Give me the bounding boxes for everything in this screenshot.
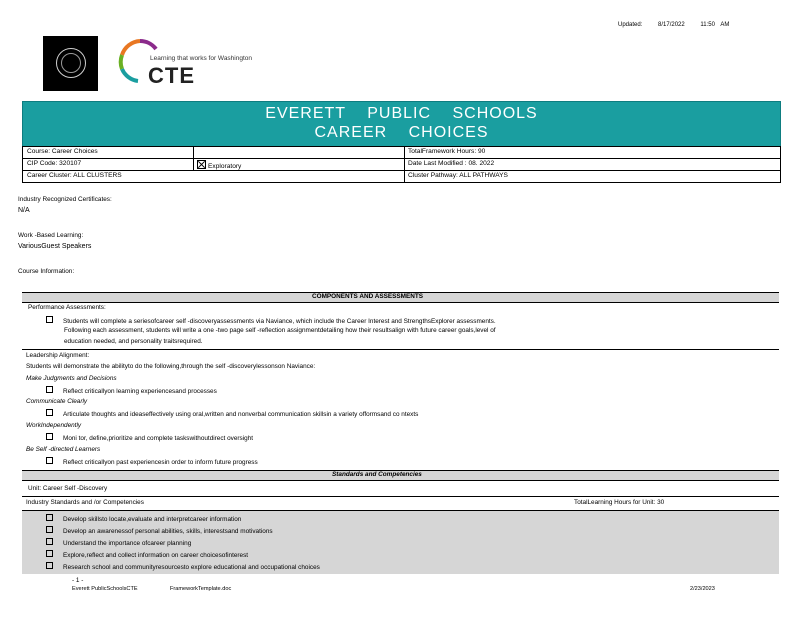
district-seal-logo: [43, 36, 98, 91]
date-last-modified: Date Last Modified : 08. 2022: [408, 160, 495, 167]
bullet-icon: [46, 316, 53, 323]
cip-code: CIP Code: 320107: [27, 160, 82, 167]
cte-wordmark: CTE: [148, 63, 195, 88]
bullet-icon: [46, 409, 53, 416]
standard-item: Understand the importance ofcareer planning: [46, 538, 191, 547]
standard-item: Research school and communityresourcesto explore educational and occupational choices: [46, 562, 320, 571]
updated-label: Updated:: [618, 22, 643, 28]
course-title: CAREER CHOICES: [314, 124, 489, 141]
work-based-learning-label: Work -Based Learning:: [18, 232, 84, 239]
performance-item: [46, 316, 496, 325]
standards-section-bar: [22, 470, 779, 481]
bullet-icon: [46, 514, 53, 521]
skill-heading: Be Self -directed Learners: [26, 446, 101, 453]
performance-label: Performance Assessments:: [28, 304, 106, 311]
title-banner: [22, 101, 781, 147]
performance-line-1: Students will complete a seriesofcareer self -discoveryassessments via Naviance, which include the Career Interest and StrengthsExplorer assessments.: [63, 318, 496, 325]
grid-row-cip: [23, 159, 780, 171]
bullet-icon: [46, 457, 53, 464]
components-section-bar: [22, 292, 779, 303]
skill-heading: Make Judgments and Decisions: [26, 375, 117, 382]
standards-title: Standards and Competencies: [332, 471, 422, 478]
standard-item: Explore,reflect and collect information on career choicesofinterest: [46, 550, 248, 559]
skill-bullet: Reflect criticallyon past experiencesin order to inform future progress: [46, 457, 258, 466]
exploratory-checkbox-group: [197, 160, 241, 170]
bullet-icon: [46, 386, 53, 393]
updated-stamp: [618, 22, 743, 28]
leadership-label: Leadership Alignment:: [26, 352, 90, 359]
bullet-icon: [46, 433, 53, 440]
performance-line-3: education needed, and personality traitsrequired.: [64, 338, 203, 345]
bullet-icon: [46, 562, 53, 569]
industry-certificates-value: N/A: [18, 207, 30, 214]
footer-org: Everett PublicSchoolsCTE: [72, 586, 138, 592]
cluster-pathway: Cluster Pathway: ALL PATHWAYS: [408, 172, 508, 179]
footer-file: FrameworkTemplate.doc: [170, 586, 232, 592]
grid-row-cluster: [23, 171, 780, 183]
grid-divider: [404, 147, 405, 182]
course-name: Course: Career Choices: [27, 148, 98, 155]
grid-divider: [193, 147, 194, 170]
standards-list: [22, 511, 779, 574]
components-title: COMPONENTS AND ASSESSMENTS: [312, 293, 424, 300]
unit-title: Unit: Career Self -Discovery: [28, 485, 108, 492]
updated-date: 8/17/2022: [658, 22, 685, 28]
career-cluster: Career Cluster: ALL CLUSTERS: [27, 172, 122, 179]
page-number: - 1 -: [72, 577, 84, 584]
cte-tagline: Learning that works for Washington: [150, 55, 253, 62]
bullet-icon: [46, 538, 53, 545]
standard-item: Develop an awarenessof personal abilities, skills, interestsand motivations: [46, 526, 273, 535]
updated-time: 11:50: [700, 22, 715, 28]
bullet-icon: [46, 526, 53, 533]
skill-bullet: Moni tor, define,prioritize and complete taskswithoutdirect oversight: [46, 433, 253, 442]
grid-row-course: [23, 147, 780, 159]
skill-heading: WorkIndependently: [26, 422, 82, 429]
skill-heading: Communicate Clearly: [26, 398, 88, 405]
work-based-learning-value: VariousGuest Speakers: [18, 243, 92, 250]
footer-date: 2/23/2023: [690, 586, 715, 592]
school-name: EVERETT PUBLIC SCHOOLS: [265, 105, 538, 122]
skill-bullet: Reflect criticallyon learning experiencesand processes: [46, 386, 217, 395]
section-divider: [22, 496, 779, 497]
section-divider: [22, 349, 779, 350]
updated-ampm: AM: [720, 22, 730, 28]
unit-learning-hours: TotalLearning Hours for Unit: 30: [574, 499, 665, 506]
course-information-label: Course Information:: [18, 268, 75, 275]
bullet-icon: [46, 550, 53, 557]
course-info-grid: [22, 146, 781, 183]
leadership-intro: Students will demonstrate the abilityto do the following,through the self -discoverylessonson Naviance:: [26, 363, 316, 370]
total-framework-hours: TotalFramework Hours: 90: [408, 148, 486, 155]
performance-line-2: Following each assessment, students will write a one -two page self -reflection assignmentdetailing how their resultsalign with future career goals,level of: [64, 327, 496, 334]
exploratory-checkbox[interactable]: [197, 160, 206, 169]
standard-item: Develop skillsto locate,evaluate and interpretcareer information: [46, 514, 241, 523]
industry-certificates-label: Industry Recognized Certificates:: [18, 196, 112, 203]
skill-bullet: Articulate thoughts and ideaseffectively using oral,written and nonverbal communication skillsin a variety offormsand co ntexts: [46, 409, 418, 418]
exploratory-label: Exploratory: [208, 163, 242, 170]
industry-standards-label: Industry Standards and /or Competencies: [26, 499, 144, 506]
